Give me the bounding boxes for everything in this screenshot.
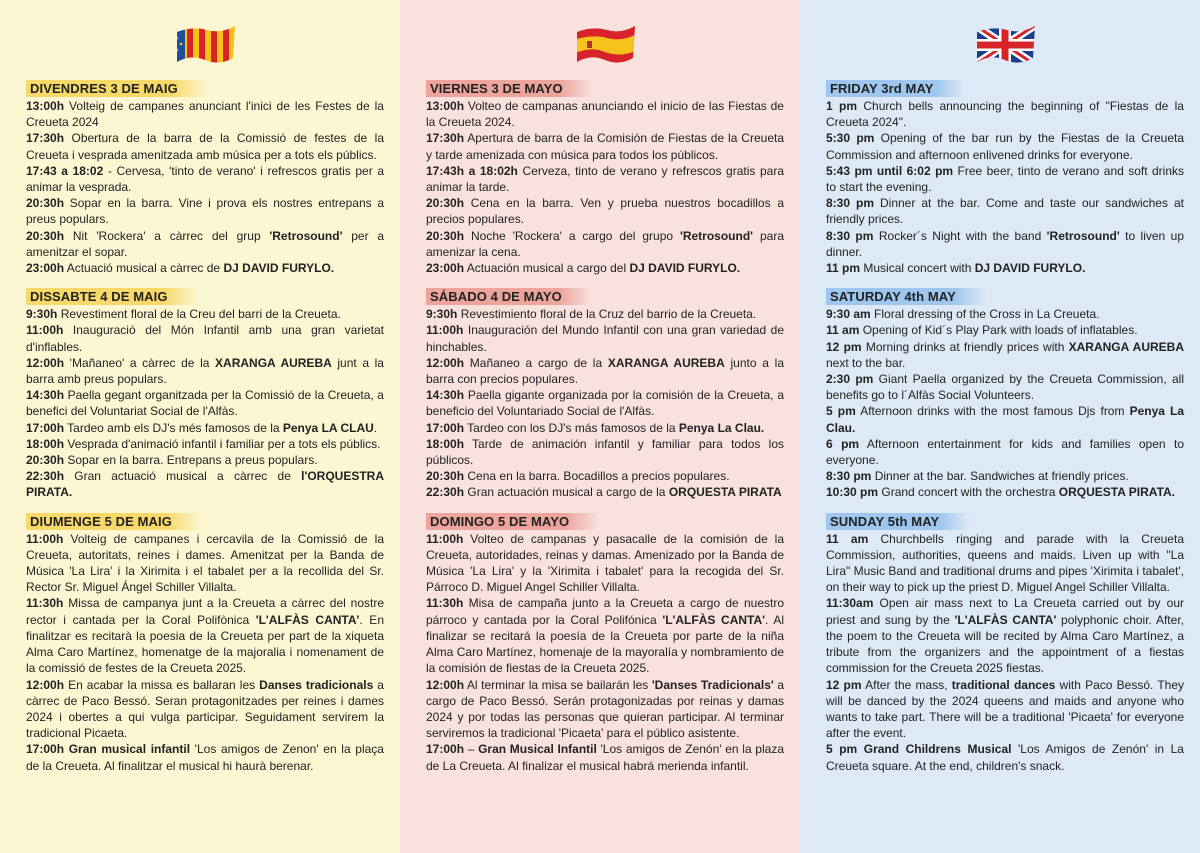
event: 17:43h a 18:02h Cerveza, tinto de verano y refrescos gratis para animar la tarde. xyxy=(426,163,784,195)
day-block-friday xyxy=(26,80,384,276)
valencian-column xyxy=(0,0,400,853)
event: 1 pm Church bells announcing the beginning of "Fiestas de la Creueta 2024". xyxy=(826,99,1184,130)
event: 9:30h Revestiment floral de la Creu del barri de la Creueta. xyxy=(26,307,341,322)
event: 11:00h Inauguración del Mundo Infantil con una gran variedad de hinchables. xyxy=(426,323,784,354)
day-title: SUNDAY 5th MAY xyxy=(826,513,969,530)
event: 12:00h Al terminar la misa se bailarán les 'Danses Tradicionals' a cargo de Paco Bessó. Serán protagonizadas por reinas y damas 2024 y por todas las personas que quieran participar. Al terminar serviremos la tradicional 'Picaeta' para el público asistente. xyxy=(426,677,784,741)
event: 22:30h Gran actuación musical a cargo de la ORQUESTA PIRATA xyxy=(426,485,782,500)
event: 5 pm Grand Childrens Musical 'Los Amigos de Zenón' in La Creueta square. At the end, children's snack. xyxy=(826,742,1184,773)
event: 11:30h Missa de campanya junt a la Creueta a càrrec del nostre rector i cantada per la Coral Polifònica 'L'ALFÀS CANTA'. En finalitzar es recitarà la poesia de la Creueta per part de la xiqueta Alma Caro Martínez, homenatge de la majoralia i nomenament de la comissió de festes de la Creueta 2025. xyxy=(26,596,384,676)
event: 8:30 pm Dinner at the bar. Come and taste our sandwiches at friendly prices. xyxy=(826,196,1184,227)
event: 12:00h Mañaneo a cargo de la XARANGA AUREBA junto a la barra con precios populares. xyxy=(426,355,784,387)
event: 5 pm Afternoon drinks with the most famous Djs from Penya La Clau. xyxy=(826,404,1184,435)
event: 13:00h Volteo de campanas anunciando el inicio de las Fiestas de la Creueta 2024. xyxy=(426,99,784,130)
event: 9:30 am Floral dressing of the Cross in La Creueta. xyxy=(826,307,1100,322)
event: 5:30 pm Opening of the bar run by the Fiestas de la Creueta Commission and afternoon enlivened drinks for everyone. xyxy=(826,131,1185,162)
event: 9:30h Revestimiento floral de la Cruz del barrio de la Creueta. xyxy=(426,307,757,322)
day-title: VIERNES 3 DE MAYO xyxy=(426,80,593,97)
event: 11:00h Volteo de campanas y pasacalle de la comisión de la Creueta, autoridades, reinas y damas. Amenizado por la Banda de Música 'La Lira' y la 'Xirimita i tabalet' para la recogida del Sr. Párroco D. Miguel Angel Schiller Villalta. xyxy=(426,531,784,595)
event: 18:00h Tarde de animación infantil y familiar para todos los públicos. xyxy=(426,436,784,468)
event: 17:00h – Gran Musical Infantil 'Los amigos de Zenón' en la plaza de La Creueta. Al finalizar el musical habrá merienda infantil. xyxy=(426,742,784,773)
event: 20:30h Sopar en la barra. Entrepans a preus populars. xyxy=(26,453,318,468)
day-title: DIUMENGE 5 DE MAIG xyxy=(26,513,202,530)
day-title: FRIDAY 3rd MAY xyxy=(826,80,964,97)
event: 17:30h Apertura de barra de la Comisión de Fiestas de la Creueta y tarde amenizada con música para todos los públicos. xyxy=(426,131,784,162)
day-block-sunday xyxy=(826,513,1184,774)
day-block-friday xyxy=(826,80,1184,276)
event: 20:30h Sopar en la barra. Vine i prova els nostres entrepans a preus populars. xyxy=(26,196,384,227)
event: 20:30h Cena en la barra. Bocadillos a precios populares. xyxy=(426,469,730,484)
flag-area xyxy=(26,0,384,80)
valencian-flag-icon xyxy=(173,24,237,66)
event: 17:00h Tardeo amb els DJ's més famosos de la Penya LA CLAU. xyxy=(26,420,378,435)
event: 12:00h En acabar la missa es ballaran les Danses tradicionals a càrrec de Paco Bessó. Seran protagonitzades per reines i dames 2024 i obertes a qui vulga participar. Seguidament servirem la tradicional Picaeta. xyxy=(26,677,384,741)
english-column xyxy=(800,0,1200,853)
uk-flag-icon xyxy=(973,24,1037,66)
day-block-saturday xyxy=(426,288,784,500)
day-title: DOMINGO 5 DE MAYO xyxy=(426,513,599,530)
spanish-column xyxy=(400,0,800,853)
event: 5:43 pm until 6:02 pm Free beer, tinto de verano and soft drinks to start the evening. xyxy=(826,163,1185,195)
day-block-friday xyxy=(426,80,784,276)
day-title: DISSABTE 4 DE MAIG xyxy=(26,288,198,305)
day-title: DIVENDRES 3 DE MAIG xyxy=(26,80,208,97)
flag-area xyxy=(826,0,1184,80)
event: 8:30 pm Dinner at the bar. Sandwiches at friendly prices. xyxy=(826,469,1129,484)
event: 23:00h Actuación musical a cargo del DJ DAVID FURYLO. xyxy=(426,261,741,276)
event: 17:00h Gran musical infantil 'Los amigos de Zenon' en la plaça de la Creueta. Al finalitzar el musical hi haurà berenar. xyxy=(26,742,384,773)
event: 12 pm Morning drinks at friendly prices with XARANGA AUREBA next to the bar. xyxy=(826,339,1184,370)
event: 11:00h Volteig de campanes i cercavila de la Comissió de la Creueta, autoritats, reines i dames. Amenitzat per la Banda de Música 'La Lira' i la Xirimita i el tabalet per a la recollida del Sr. Rector Sr. Miguel Ángel Schiller Villalta. xyxy=(26,531,384,595)
event: 14:30h Paella gegant organitzada per la Comissió de la Creueta, a benefici del Voluntariat Social de l'Alfàs. xyxy=(26,388,384,419)
day-block-saturday xyxy=(26,288,384,500)
event: 11:30am Open air mass next to La Creueta carried out by our priest and sung by the 'L'ALFÀS CANTA' polyphonic choir. After, the poem to the Creueta will be recited by Alma Caro Martínez, a tribute from the organizers and the appointment of a fiestas commission for the Creueta 2025 fiestas. xyxy=(826,596,1184,676)
event: 12:00h 'Mañaneo' a càrrec de la XARANGA AUREBA junt a la barra amb preus populars. xyxy=(26,355,384,387)
event: 18:00h Vesprada d'animació infantil i familiar per a tots els públics. xyxy=(26,436,381,451)
spanish-flag-icon xyxy=(573,24,637,66)
event: 6 pm Afternoon entertainment for kids and families open to everyone. xyxy=(826,436,1185,468)
event: 12 pm After the mass, traditional dances with Paco Bessó. They will be danced by the 2024 queens and maids and anyone who wants to take part. There will be a traditional 'Picaeta' for everyone after the event. xyxy=(826,677,1185,741)
event: 17:00h Tardeo con los DJ's más famosos de la Penya La Clau. xyxy=(426,420,765,435)
day-block-sunday xyxy=(426,513,784,774)
event: 22:30h Gran actuació musical a càrrec de l'ORQUESTRA PIRATA. xyxy=(26,469,384,500)
event: 11:30h Misa de campaña junto a la Creueta a cargo de nuestro párroco y cantada por la Coral Polifónica 'L'ALFÀS CANTA'. Al finalizar se recitará la poesía de la Creueta por parte de la niña Alma Caro Martínez, homenaje de la mayoralía y nombramiento de la comisión de fiestas de la Creueta 2025. xyxy=(426,596,784,676)
day-title: SÁBADO 4 DE MAYO xyxy=(426,288,592,305)
event: 17:43 a 18:02 - Cervesa, 'tinto de verano' i refrescos gratis per a animar la vesprada. xyxy=(26,163,384,195)
day-block-saturday xyxy=(826,288,1184,500)
day-title: SATURDAY 4th MAY xyxy=(826,288,986,305)
event: 2:30 pm Giant Paella organized by the Creueta Commission, all benefits go to l´Alfàs Social Volunteers. xyxy=(826,372,1185,403)
day-block-sunday xyxy=(26,513,384,774)
event: 10:30 pm Grand concert with the orchestra ORQUESTA PIRATA. xyxy=(826,485,1176,500)
event: 11 pm Musical concert with DJ DAVID FURYLO. xyxy=(826,261,1086,276)
event: 23:00h Actuació musical a càrrec de DJ DAVID FURYLO. xyxy=(26,261,335,276)
event: 8:30 pm Rocker´s Night with the band 'Retrosound' to liven up dinner. xyxy=(826,228,1184,259)
event: 20:30h Cena en la barra. Ven y prueba nuestros bocadillos a precios populares. xyxy=(426,196,784,227)
event: 11 am Churchbells ringing and parade with la Creueta Commission, authorities, queens and maids. Liven up with "La Lira" Music Band and traditional drums and pipes 'Xirimita i tabalet', on their way to pick up the priest D. Miguel Angel Schiller Villalta. xyxy=(826,531,1184,595)
event: 20:30h Noche 'Rockera' a cargo del grupo 'Retrosound' para amenizar la cena. xyxy=(426,228,784,259)
event: 14:30h Paella gigante organizada por la comisión de la Creueta, a beneficio del Voluntariado Social de l'Alfàs. xyxy=(426,388,784,419)
event: 20:30h Nit 'Rockera' a càrrec del grup 'Retrosound' per a amenitzar el sopar. xyxy=(26,228,385,259)
event: 17:30h Obertura de la barra de la Comissió de festes de la Creueta i vesprada amenitzada amb música per a tots els públics. xyxy=(26,131,384,162)
event: 11 am Opening of Kid´s Play Park with loads of inflatables. xyxy=(826,323,1138,338)
flag-area xyxy=(426,0,784,80)
event: 11:00h Inauguració del Món Infantil amb una gran varietat d'inflables. xyxy=(26,323,384,354)
event: 13:00h Volteig de campanes anunciant l'inici de les Festes de la Creueta 2024 xyxy=(26,99,384,130)
